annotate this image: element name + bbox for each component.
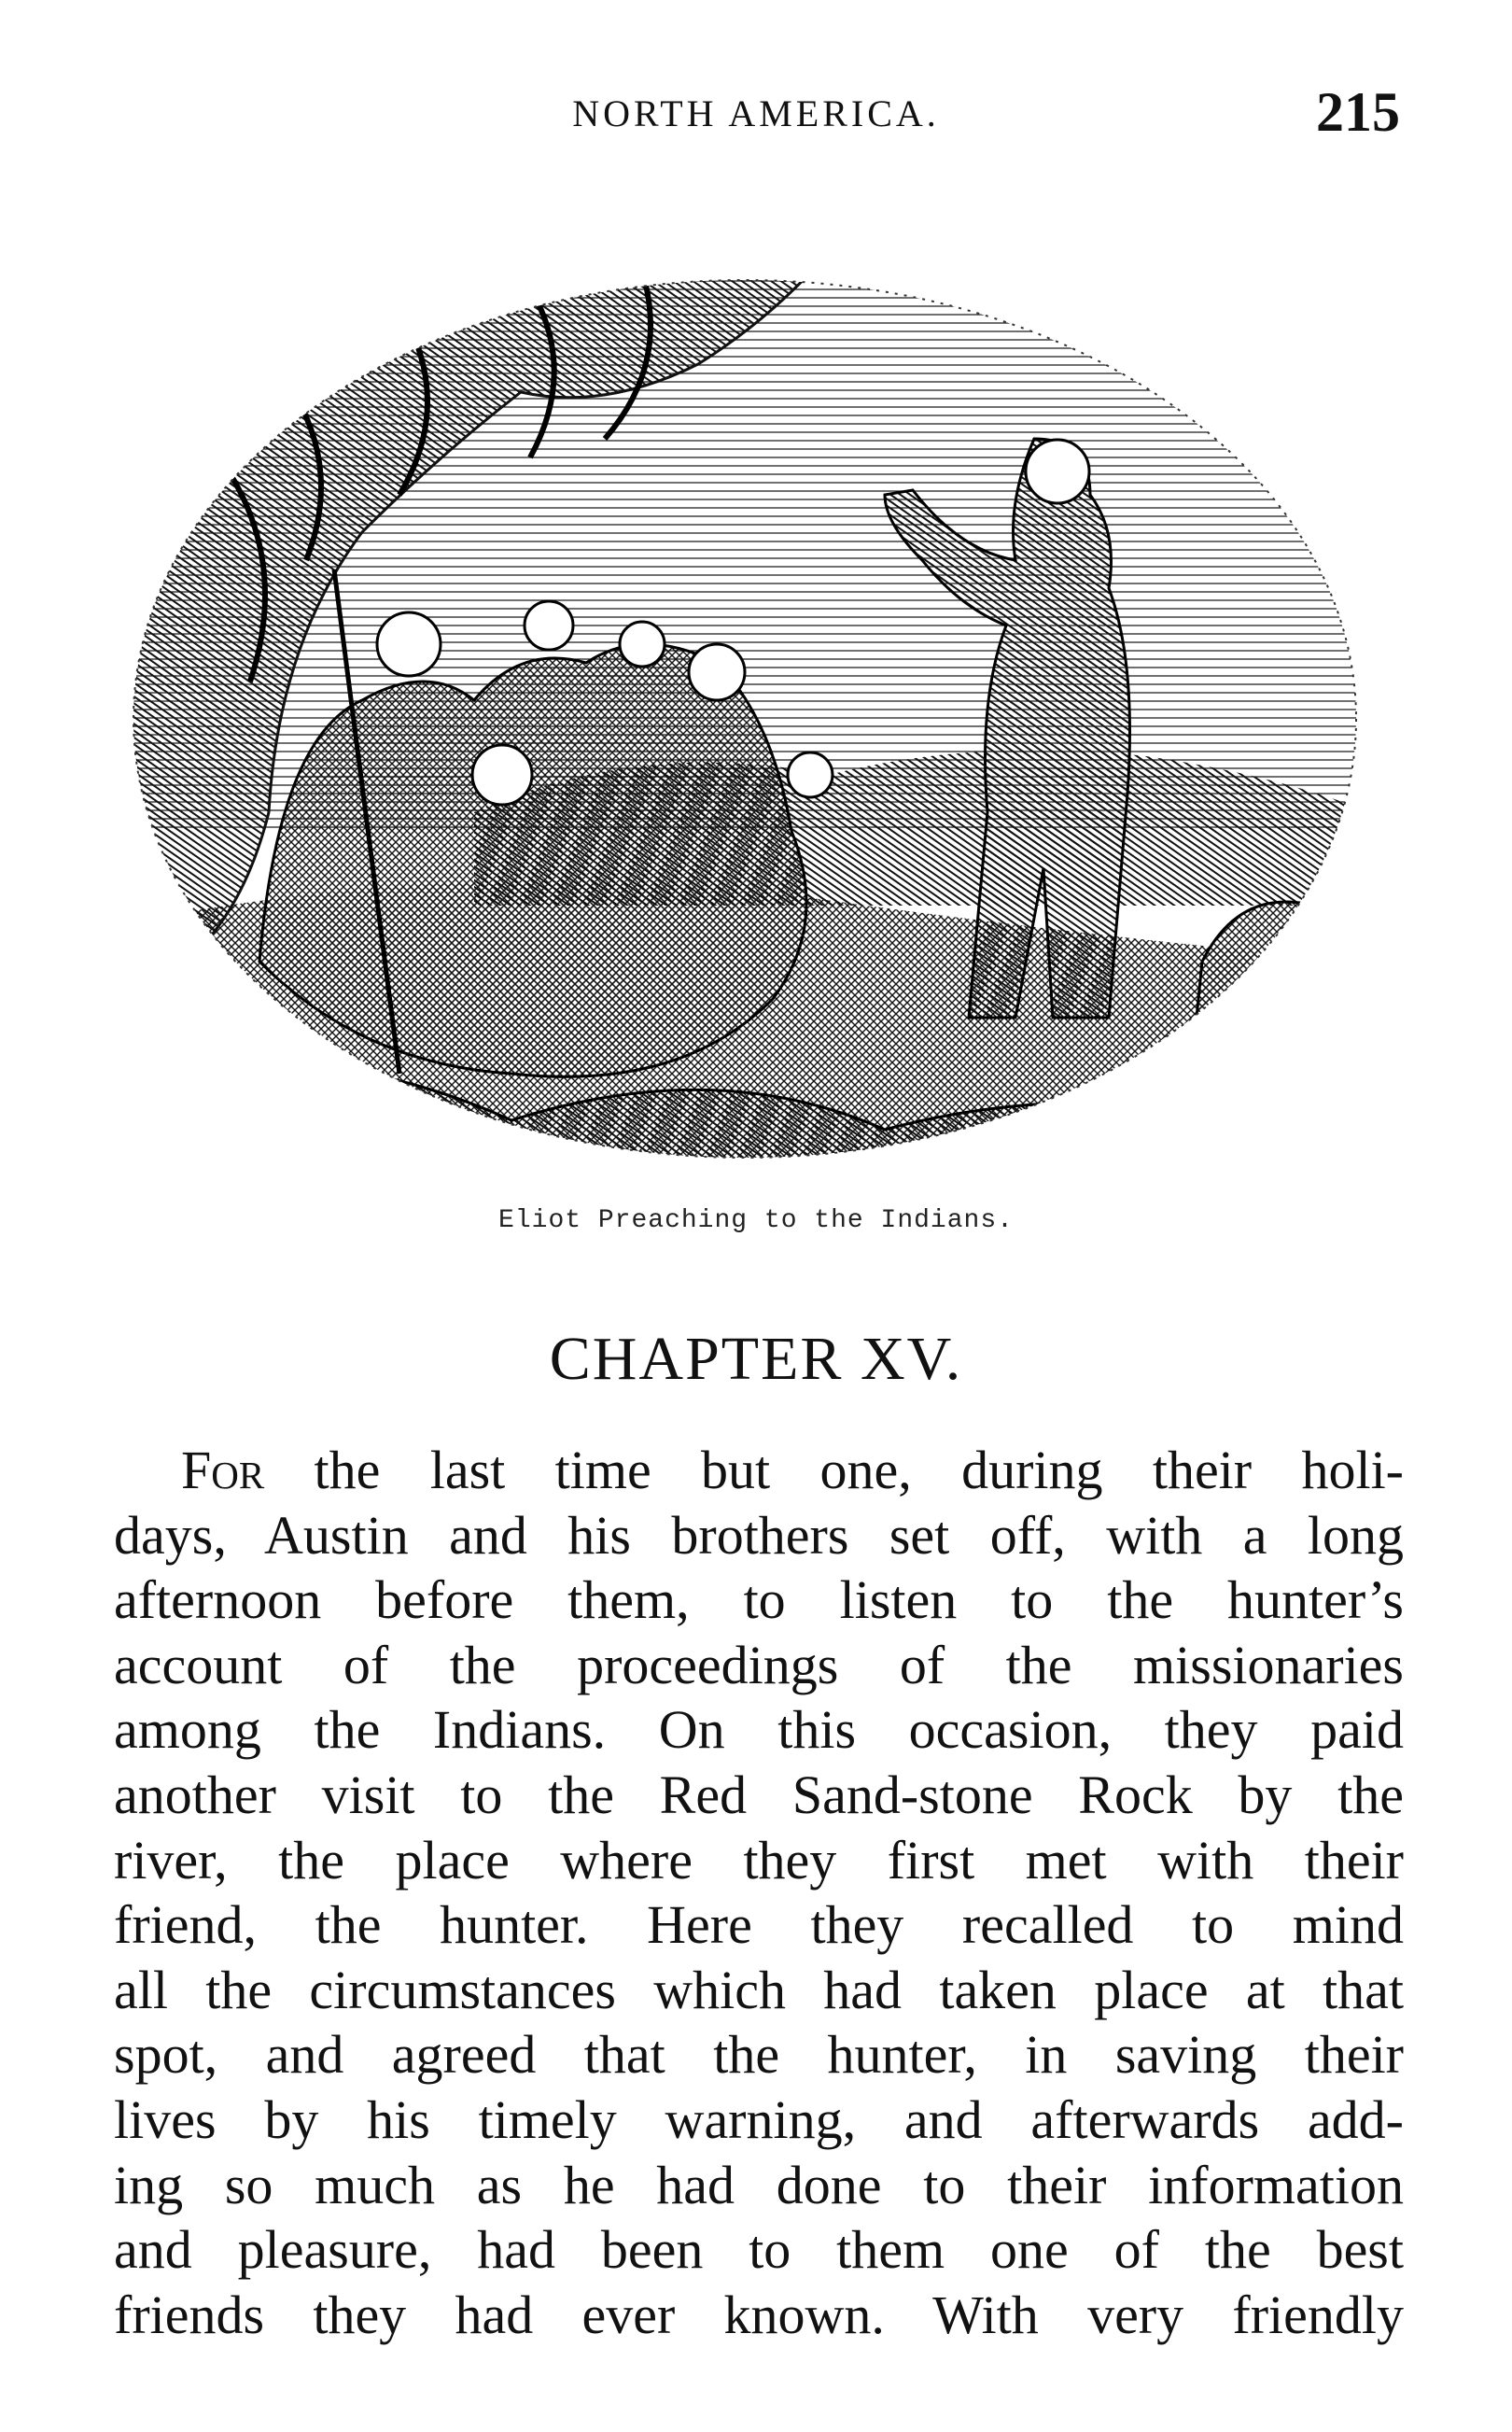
illustration-caption: Eliot Preaching to the Indians. — [498, 1206, 1014, 1235]
body-text — [114, 1438, 1404, 2347]
text-line: and pleasure, had been to them one of the best — [114, 2219, 1404, 2281]
running-head — [112, 81, 1400, 159]
chapter-heading: CHAPTER XV. — [549, 1325, 963, 1393]
text-line: lives by his timely warning, and afterwards add- — [114, 2088, 1404, 2150]
text-line: friend, the hunter. Here they recalled to mind — [114, 1894, 1404, 1956]
text-line: account of the proceedings of the missionaries — [114, 1634, 1404, 1695]
text-line: spot, and agreed that the hunter, in saving their — [114, 2024, 1404, 2086]
text-line: ing so much as he had done to their information — [114, 2154, 1404, 2215]
figure-head — [525, 601, 573, 650]
text-line: days, Austin and his brothers set off, with a long — [114, 1504, 1404, 1566]
text-line: friends they had ever known. With very friendly — [114, 2284, 1404, 2345]
text-line: afternoon before them, to listen to the hunter’s — [114, 1569, 1404, 1631]
figure-head — [472, 745, 532, 805]
preacher-head — [1026, 440, 1089, 503]
text-line — [114, 1438, 1404, 1503]
text-line-rest: the last time but one, during their holi- — [264, 1440, 1404, 1500]
text-line: among the Indians. On this occasion, they paid — [114, 1699, 1404, 1761]
running-title: NORTH AMERICA. — [572, 92, 940, 134]
text-line: all the circumstances which had taken place at that — [114, 1959, 1404, 2020]
engraving-illustration — [119, 252, 1370, 1195]
page-number: 215 — [1316, 81, 1400, 143]
text-line: another visit to the Red Sand-stone Rock by the — [114, 1764, 1404, 1825]
figure-head — [788, 752, 833, 797]
figure-head — [377, 612, 441, 676]
drop-word: For — [181, 1440, 265, 1500]
figure-head — [689, 644, 745, 700]
text-line: river, the place where they first met with their — [114, 1829, 1404, 1891]
pack-and-gear — [1193, 902, 1353, 1055]
figure-head — [620, 622, 665, 667]
